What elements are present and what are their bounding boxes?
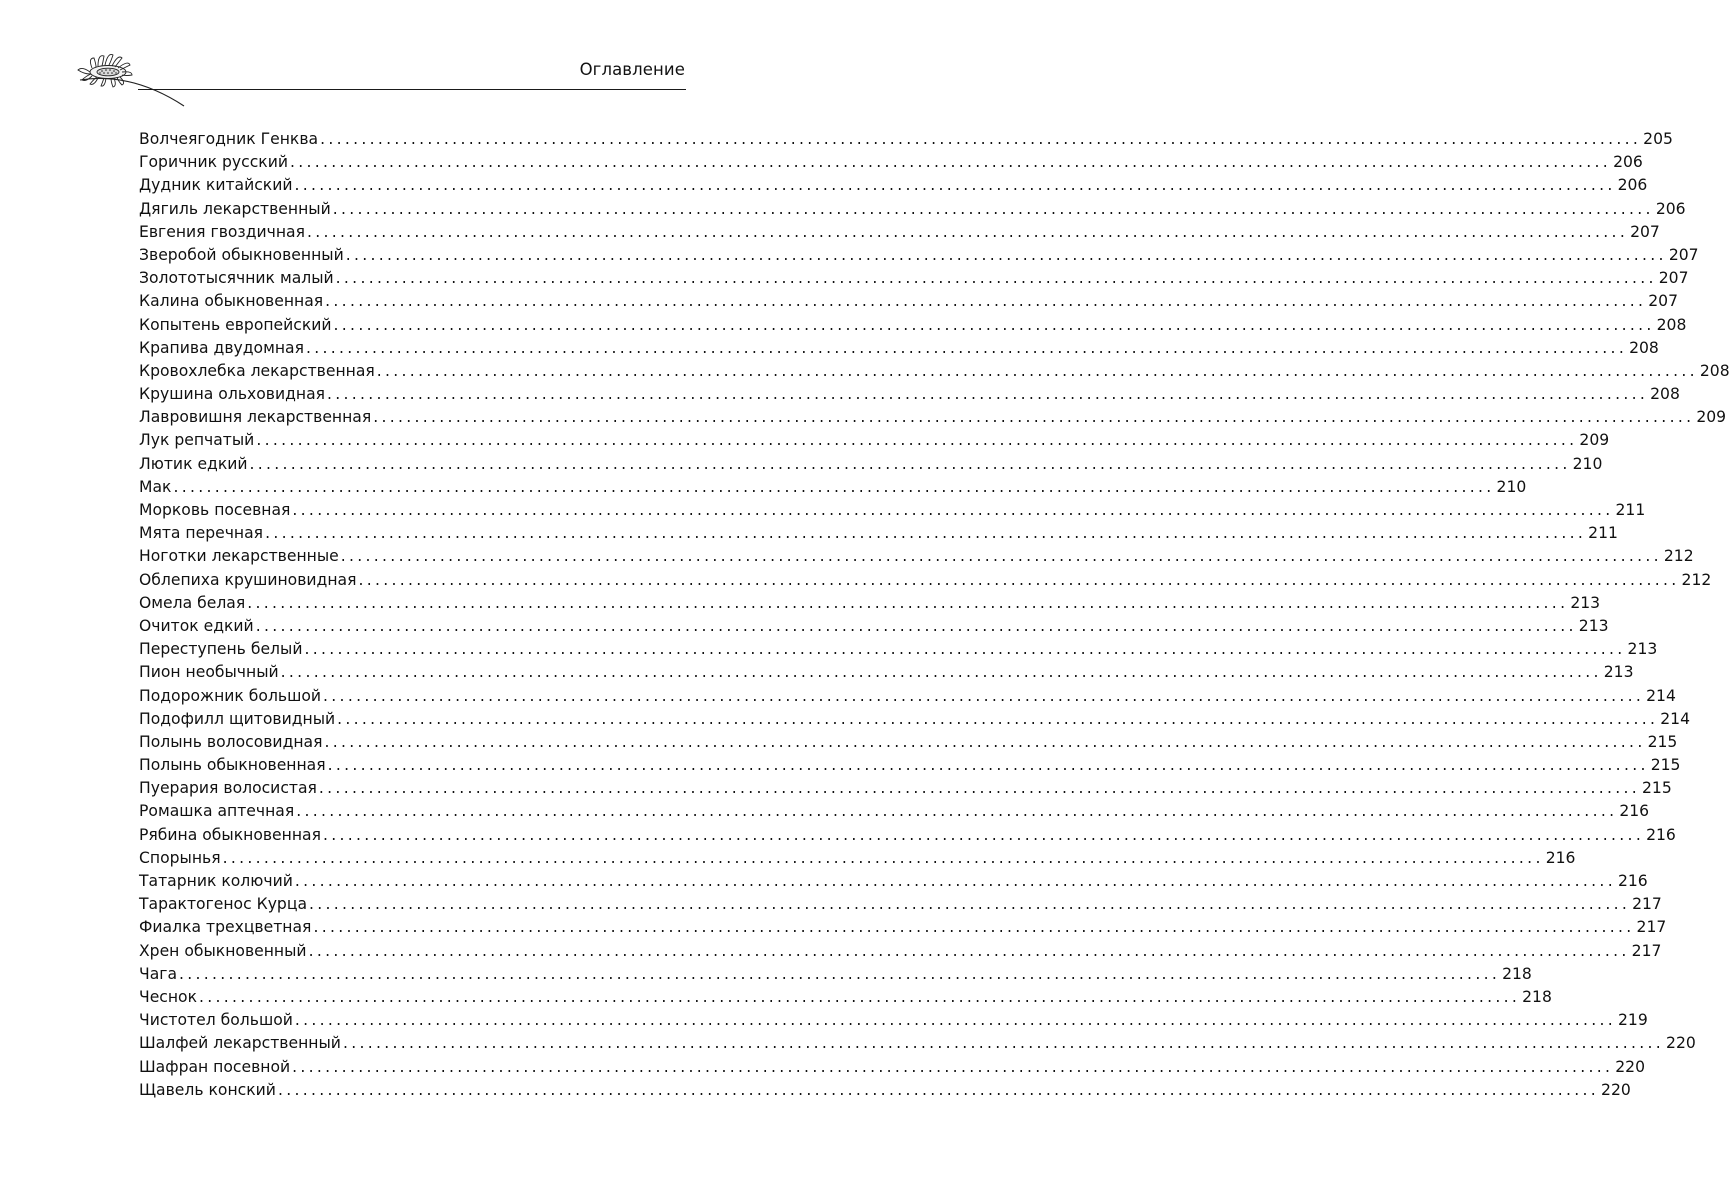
- toc-entry: [139, 940, 1662, 963]
- toc-entry: [139, 615, 1609, 638]
- toc-entry: [139, 592, 1601, 615]
- toc-entry-title: Чага: [139, 964, 177, 983]
- toc-entry-page: 220: [1601, 1080, 1631, 1099]
- toc-entry: [139, 522, 1618, 545]
- dot-leader: ................................................................................................................................................................: [222, 848, 1544, 867]
- toc-entry-page: 213: [1570, 593, 1601, 612]
- toc-entry-page: 213: [1578, 616, 1609, 635]
- dot-leader: ................................................................................................................................................................: [305, 338, 1628, 357]
- toc-entry-title: Мак: [139, 477, 172, 496]
- toc-entry-page: 212: [1681, 570, 1712, 589]
- header-rule: [138, 89, 686, 90]
- toc-entry: [139, 777, 1672, 800]
- dot-leader: ................................................................................................................................................................: [324, 732, 1646, 751]
- toc-entry-page: 213: [1627, 640, 1658, 659]
- toc-entry-page: 217: [1631, 941, 1662, 960]
- dot-leader: ................................................................................................................................................................: [345, 245, 1667, 264]
- dot-leader: ................................................................................................................................................................: [173, 477, 1495, 496]
- toc-entry-title: Горичник русский: [139, 153, 288, 172]
- toc-entry-page: 216: [1646, 825, 1676, 844]
- toc-entry-page: 216: [1619, 802, 1650, 821]
- toc-entry: [139, 545, 1694, 568]
- toc-entry: [139, 893, 1662, 916]
- toc-entry-page: 220: [1666, 1034, 1696, 1053]
- toc-entry-page: 207: [1648, 292, 1679, 311]
- dot-leader: ................................................................................................................................................................: [308, 941, 1630, 960]
- toc-entry: [139, 360, 1730, 383]
- dot-leader: ................................................................................................................................................................: [277, 1080, 1600, 1099]
- toc-entry-title: Морковь посевная: [139, 501, 291, 519]
- toc-entry: [139, 569, 1712, 592]
- toc-entry: [139, 174, 1648, 197]
- dot-leader: ................................................................................................................................................................: [292, 501, 1614, 519]
- toc-entry-title: Очиток едкий: [139, 616, 254, 635]
- toc-entry: [139, 963, 1532, 986]
- toc-entry-title: Лавровишня лекарственная: [139, 408, 372, 427]
- toc-entry-page: 211: [1615, 501, 1646, 519]
- dot-leader: ................................................................................................................................................................: [327, 756, 1649, 775]
- toc-entry-page: 215: [1642, 779, 1672, 798]
- toc-entry: [139, 198, 1686, 221]
- toc-entry-title: Зверобой обыкновенный: [139, 245, 344, 264]
- dot-leader: ................................................................................................................................................................: [335, 269, 1657, 288]
- dot-leader: ................................................................................................................................................................: [292, 1057, 1614, 1076]
- toc-entry-title: Облепиха крушиновидная: [139, 570, 357, 589]
- dot-leader: ................................................................................................................................................................: [309, 895, 1631, 914]
- toc-entry-page: 220: [1615, 1057, 1645, 1076]
- toc-entry-title: Кровохлебка лекарственная: [139, 361, 375, 380]
- toc-entry-page: 216: [1617, 872, 1648, 890]
- toc-entry-title: Спорынья: [139, 848, 221, 867]
- toc-entry: [139, 406, 1727, 429]
- toc-entry-title: Чеснок: [139, 987, 198, 1006]
- toc-entry-title: Чистотел большой: [139, 1011, 293, 1030]
- dot-leader: ................................................................................................................................................................: [376, 361, 1698, 380]
- toc-entry: [139, 383, 1680, 406]
- toc-entry: [139, 870, 1648, 893]
- toc-entry-page: 212: [1663, 547, 1694, 566]
- dot-leader: ................................................................................................................................................................: [247, 593, 1569, 612]
- toc-entry-page: 215: [1647, 732, 1678, 751]
- toc-entry-page: 214: [1646, 686, 1676, 705]
- toc-entry-title: Крушина ольховидная: [139, 385, 326, 404]
- dot-leader: ................................................................................................................................................................: [179, 964, 1501, 983]
- dot-leader: ................................................................................................................................................................: [320, 130, 1642, 148]
- dot-leader: ................................................................................................................................................................: [318, 779, 1641, 798]
- toc-entry-page: 219: [1617, 1011, 1648, 1030]
- toc-entry-page: 216: [1545, 848, 1576, 867]
- toc-entry-page: 208: [1650, 385, 1680, 404]
- dot-leader: ................................................................................................................................................................: [327, 385, 1649, 404]
- toc-entry: [139, 499, 1646, 522]
- toc-entry-title: Шафран посевной: [139, 1057, 291, 1076]
- toc-entry-title: Пуерария волосистая: [139, 779, 317, 798]
- toc-entry-title: Копытень европейский: [139, 315, 332, 334]
- dot-leader: ................................................................................................................................................................: [337, 709, 1659, 728]
- toc-entry-title: Подофилл щитовидный: [139, 709, 336, 728]
- dot-leader: ................................................................................................................................................................: [373, 408, 1695, 427]
- toc-entry-page: 213: [1603, 663, 1634, 682]
- toc-entry-title: Подорожник большой: [139, 686, 322, 705]
- toc-entry: [139, 429, 1610, 452]
- toc-entry-page: 211: [1588, 524, 1618, 543]
- toc-entry: [139, 1032, 1696, 1055]
- dot-leader: ................................................................................................................................................................: [306, 222, 1629, 241]
- toc-entry-title: Волчеягодник Генква: [139, 130, 319, 148]
- toc-entry-title: Фиалка трехцветная: [139, 918, 312, 937]
- toc-entry: [139, 267, 1689, 290]
- toc-entry-title: Полынь волосовидная: [139, 732, 323, 751]
- toc-entry-page: 208: [1656, 315, 1687, 334]
- dot-leader: ................................................................................................................................................................: [265, 524, 1587, 543]
- toc-entry: [139, 1079, 1631, 1102]
- toc-entry: [139, 824, 1676, 847]
- dot-leader: ................................................................................................................................................................: [294, 176, 1616, 195]
- toc-entry-title: Хрен обыкновенный: [139, 941, 307, 960]
- toc-entry-title: Золототысячник малый: [139, 269, 334, 288]
- dot-leader: ................................................................................................................................................................: [294, 1011, 1616, 1030]
- toc-entry-title: Калина обыкновенная: [139, 292, 324, 311]
- toc-entry: [139, 476, 1527, 499]
- toc-entry: [139, 1056, 1645, 1079]
- toc-entry: [139, 337, 1659, 360]
- dot-leader: ................................................................................................................................................................: [249, 454, 1571, 473]
- toc-entry-page: 217: [1636, 918, 1667, 937]
- dot-leader: ................................................................................................................................................................: [358, 570, 1680, 589]
- toc-entry: [139, 916, 1667, 939]
- dot-leader: ................................................................................................................................................................: [296, 802, 1618, 821]
- toc-entry: [139, 731, 1678, 754]
- toc-entry-page: 217: [1632, 895, 1662, 914]
- toc-entry-title: Полынь обыкновенная: [139, 756, 326, 775]
- toc-entry-page: 208: [1699, 361, 1730, 380]
- running-head: Оглавление: [579, 60, 685, 79]
- dot-leader: ................................................................................................................................................................: [280, 663, 1602, 682]
- toc-entry: [139, 847, 1576, 870]
- toc-entry: [139, 221, 1660, 244]
- dot-leader: ................................................................................................................................................................: [332, 199, 1654, 218]
- dot-leader: ................................................................................................................................................................: [313, 918, 1635, 937]
- toc-entry-page: 207: [1658, 269, 1689, 288]
- toc-entry-page: 215: [1650, 756, 1681, 775]
- toc-entry-title: Щавель конский: [139, 1080, 276, 1099]
- toc-entry-page: 210: [1572, 454, 1603, 473]
- toc-entry-title: Пион необычный: [139, 663, 279, 682]
- toc-entry-page: 208: [1629, 338, 1659, 357]
- dot-leader: ................................................................................................................................................................: [340, 547, 1662, 566]
- toc-entry-page: 209: [1696, 408, 1727, 427]
- toc-entry-page: 206: [1613, 153, 1643, 172]
- toc-entry: [139, 986, 1552, 1009]
- toc-entry: [139, 708, 1690, 731]
- toc-entry-page: 205: [1643, 130, 1673, 148]
- toc-entry: [139, 128, 1673, 151]
- toc-entry-page: 210: [1496, 477, 1527, 496]
- toc-entry-title: Ноготки лекарственные: [139, 547, 339, 566]
- dot-leader: ................................................................................................................................................................: [256, 431, 1578, 450]
- toc-entry-title: Дягиль лекарственный: [139, 199, 331, 218]
- toc-entry-title: Крапива двудомная: [139, 338, 304, 357]
- toc-entry-page: 218: [1502, 964, 1532, 983]
- toc-entry: [139, 638, 1658, 661]
- toc-entry-title: Лук репчатый: [139, 431, 255, 450]
- toc-entry-page: 206: [1655, 199, 1686, 218]
- toc-entry-title: Лютик едкий: [139, 454, 248, 473]
- toc-entry-title: Омела белая: [139, 593, 246, 612]
- sunflower-ornament-icon: [72, 44, 192, 114]
- dot-leader: ................................................................................................................................................................: [333, 315, 1655, 334]
- toc-entry-title: Евгения гвоздичная: [139, 222, 305, 241]
- dot-leader: ................................................................................................................................................................: [325, 292, 1647, 311]
- toc-entry-title: Ромашка аптечная: [139, 802, 295, 821]
- dot-leader: ................................................................................................................................................................: [342, 1034, 1665, 1053]
- dot-leader: ................................................................................................................................................................: [304, 640, 1626, 659]
- toc-entry-title: Шалфей лекарственный: [139, 1034, 341, 1053]
- dot-leader: ................................................................................................................................................................: [323, 686, 1645, 705]
- toc-entry-title: Тарактогенос Курца: [139, 895, 307, 914]
- toc-entry-title: Дудник китайский: [139, 176, 293, 195]
- dot-leader: ................................................................................................................................................................: [322, 825, 1645, 844]
- toc-entry: [139, 314, 1687, 337]
- table-of-contents: [139, 128, 1730, 1102]
- toc-entry-page: 214: [1660, 709, 1690, 728]
- toc-entry: [139, 453, 1603, 476]
- toc-entry-page: 207: [1668, 245, 1699, 264]
- dot-leader: ................................................................................................................................................................: [294, 872, 1616, 890]
- toc-entry: [139, 661, 1634, 684]
- toc-entry-title: Переступень белый: [139, 640, 303, 659]
- dot-leader: ................................................................................................................................................................: [255, 616, 1577, 635]
- toc-entry: [139, 1009, 1648, 1032]
- toc-entry: [139, 244, 1699, 267]
- toc-entry: [139, 800, 1650, 823]
- toc-entry: [139, 754, 1681, 777]
- toc-entry: [139, 685, 1676, 708]
- toc-entry: [139, 290, 1679, 313]
- toc-entry: [139, 151, 1643, 174]
- toc-entry-title: Татарник колючий: [139, 872, 293, 890]
- toc-entry-page: 209: [1579, 431, 1610, 450]
- toc-entry-title: Мята перечная: [139, 524, 264, 543]
- dot-leader: ................................................................................................................................................................: [199, 987, 1521, 1006]
- dot-leader: ................................................................................................................................................................: [289, 153, 1612, 172]
- toc-entry-page: 218: [1522, 987, 1552, 1006]
- toc-entry-page: 207: [1630, 222, 1660, 241]
- toc-entry-page: 206: [1617, 176, 1648, 195]
- toc-entry-title: Рябина обыкновенная: [139, 825, 321, 844]
